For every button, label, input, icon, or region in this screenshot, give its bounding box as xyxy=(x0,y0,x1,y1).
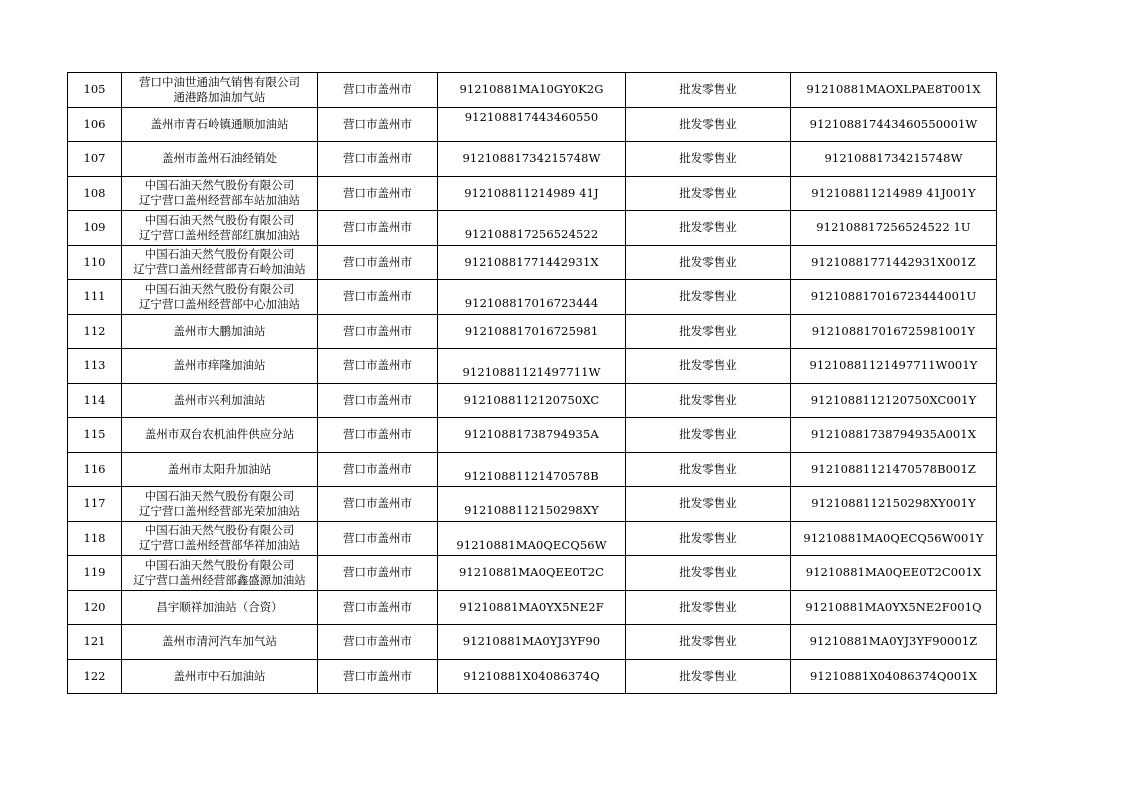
table-row xyxy=(68,211,997,246)
company-name xyxy=(122,314,318,349)
region: 营口市盖州市 xyxy=(318,521,438,556)
row-number: 112 xyxy=(68,314,122,349)
company-name-line: 盖州市双台农机油件供应分站 xyxy=(144,427,295,442)
company-name-line: 盖州市青石岭镇通顺加油站 xyxy=(150,116,289,131)
industry-type: 批发零售业 xyxy=(626,659,791,694)
region: 营口市盖州市 xyxy=(318,73,438,108)
row-number: 108 xyxy=(68,176,122,211)
table-row xyxy=(68,625,997,660)
company-name-line: 昌宇顺祥加油站（合资） xyxy=(156,599,283,614)
permit-number: 91210881MA0YJ3YF90001Z xyxy=(791,625,997,660)
company-name xyxy=(122,142,318,177)
row-number: 121 xyxy=(68,625,122,660)
company-name xyxy=(122,625,318,660)
table-row xyxy=(68,245,997,280)
company-name-line: 中国石油天然气股份有限公司 xyxy=(144,557,295,572)
company-name-line: 辽宁营口盖州经营部华祥加油站 xyxy=(139,538,300,553)
row-number: 117 xyxy=(68,487,122,522)
region: 营口市盖州市 xyxy=(318,245,438,280)
row-number: 107 xyxy=(68,142,122,177)
permit-number: 91210881MA0QEE0T2C001X xyxy=(791,556,997,591)
table-row xyxy=(68,280,997,315)
company-name xyxy=(122,280,318,315)
industry-type: 批发零售业 xyxy=(626,280,791,315)
company-name xyxy=(122,659,318,694)
region: 营口市盖州市 xyxy=(318,176,438,211)
permit-number: 912108817443460550001W xyxy=(791,107,997,142)
credit-code xyxy=(438,383,626,418)
row-number: 110 xyxy=(68,245,122,280)
table-row xyxy=(68,383,997,418)
table-row xyxy=(68,556,997,591)
permit-number: 91210881734215748W xyxy=(791,142,997,177)
region: 营口市盖州市 xyxy=(318,625,438,660)
table-row xyxy=(68,418,997,453)
table-row xyxy=(68,73,997,108)
region: 营口市盖州市 xyxy=(318,280,438,315)
credit-code-text: 91210881771442931X xyxy=(464,254,599,269)
industry-type: 批发零售业 xyxy=(626,521,791,556)
table-row xyxy=(68,590,997,625)
company-name-line: 辽宁营口盖州经营部光荣加油站 xyxy=(139,503,300,518)
industry-type: 批发零售业 xyxy=(626,176,791,211)
credit-code-text: 9121088112120750XC xyxy=(463,392,600,407)
permit-number: 9121088112120750XC001Y xyxy=(791,383,997,418)
permit-number: 912108811214989 41J001Y xyxy=(791,176,997,211)
table-row xyxy=(68,349,997,384)
credit-code-text: 91210881MA0YJ3YF90 xyxy=(462,634,601,649)
company-name xyxy=(122,452,318,487)
credit-code-text: 9121088112150298XY xyxy=(464,503,599,518)
data-table xyxy=(67,72,997,694)
permit-number: 91210881MA0YX5NE2F001Q xyxy=(791,590,997,625)
company-name-line: 中国石油天然气股份有限公司 xyxy=(144,178,295,193)
region: 营口市盖州市 xyxy=(318,556,438,591)
credit-code xyxy=(438,280,626,315)
company-name-line: 中国石油天然气股份有限公司 xyxy=(144,281,295,296)
region: 营口市盖州市 xyxy=(318,659,438,694)
company-name xyxy=(122,418,318,453)
industry-type: 批发零售业 xyxy=(626,556,791,591)
company-name xyxy=(122,556,318,591)
company-name-line: 中国石油天然气股份有限公司 xyxy=(144,247,295,262)
row-number: 106 xyxy=(68,107,122,142)
row-number: 114 xyxy=(68,383,122,418)
company-name-line: 通港路加油加气站 xyxy=(173,89,266,104)
permit-number: 912108817256524522 1U xyxy=(791,211,997,246)
company-name xyxy=(122,487,318,522)
credit-code-text: 91210881MA0YX5NE2F xyxy=(459,599,604,614)
credit-code-text: 91210881734215748W xyxy=(462,151,601,166)
industry-type: 批发零售业 xyxy=(626,625,791,660)
company-name-line: 中国石油天然气股份有限公司 xyxy=(144,523,295,538)
credit-code-text: 912108817016723444 xyxy=(464,296,599,311)
industry-type: 批发零售业 xyxy=(626,211,791,246)
permit-number: 91210881MA0QECQ56W001Y xyxy=(791,521,997,556)
credit-code xyxy=(438,142,626,177)
permit-number: 91210881MAOXLPAE8T001X xyxy=(791,73,997,108)
industry-type: 批发零售业 xyxy=(626,452,791,487)
credit-code xyxy=(438,349,626,384)
credit-code xyxy=(438,245,626,280)
industry-type: 批发零售业 xyxy=(626,590,791,625)
credit-code xyxy=(438,211,626,246)
row-number: 122 xyxy=(68,659,122,694)
company-name xyxy=(122,521,318,556)
credit-code xyxy=(438,107,626,142)
table-row xyxy=(68,314,997,349)
company-name xyxy=(122,349,318,384)
region: 营口市盖州市 xyxy=(318,314,438,349)
credit-code-text: 912108817256524522 xyxy=(464,227,599,242)
row-number: 119 xyxy=(68,556,122,591)
company-name-line: 盖州市清河汽车加气站 xyxy=(162,634,277,649)
company-name xyxy=(122,590,318,625)
table-row xyxy=(68,176,997,211)
company-name-line: 中国石油天然气股份有限公司 xyxy=(144,488,295,503)
industry-type: 批发零售业 xyxy=(626,142,791,177)
company-name-line: 辽宁营口盖州经营部鑫盛源加油站 xyxy=(133,572,306,587)
credit-code xyxy=(438,625,626,660)
company-name xyxy=(122,176,318,211)
row-number: 109 xyxy=(68,211,122,246)
permit-number: 91210881738794935A001X xyxy=(791,418,997,453)
company-name xyxy=(122,73,318,108)
industry-type: 批发零售业 xyxy=(626,73,791,108)
credit-code xyxy=(438,590,626,625)
table-row xyxy=(68,452,997,487)
company-name-line: 盖州市痒隆加油站 xyxy=(173,358,266,373)
row-number: 115 xyxy=(68,418,122,453)
row-number: 116 xyxy=(68,452,122,487)
industry-type: 批发零售业 xyxy=(626,418,791,453)
industry-type: 批发零售业 xyxy=(626,314,791,349)
row-number: 105 xyxy=(68,73,122,108)
permit-number: 912108817016723444001U xyxy=(791,280,997,315)
region: 营口市盖州市 xyxy=(318,142,438,177)
company-name xyxy=(122,211,318,246)
credit-code-text: 912108817443460550 xyxy=(464,109,599,124)
region: 营口市盖州市 xyxy=(318,487,438,522)
table-body xyxy=(68,73,997,694)
industry-type: 批发零售业 xyxy=(626,245,791,280)
credit-code-text: 91210881MA0QECQ56W xyxy=(456,537,607,552)
company-name xyxy=(122,383,318,418)
company-name-line: 辽宁营口盖州经营部青石岭加油站 xyxy=(133,262,306,277)
company-name-line: 盖州市太阳升加油站 xyxy=(167,461,272,476)
permit-number: 91210881771442931X001Z xyxy=(791,245,997,280)
company-name-line: 营口中油世通油气销售有限公司 xyxy=(139,74,300,89)
permit-number: 9121088112150298XY001Y xyxy=(791,487,997,522)
credit-code xyxy=(438,418,626,453)
table-row xyxy=(68,659,997,694)
table-row xyxy=(68,107,997,142)
credit-code xyxy=(438,659,626,694)
credit-code xyxy=(438,452,626,487)
industry-type: 批发零售业 xyxy=(626,383,791,418)
table-row xyxy=(68,142,997,177)
company-name-line: 盖州市盖州石油经销处 xyxy=(162,151,277,166)
table-row xyxy=(68,521,997,556)
company-name-line: 辽宁营口盖州经营部红旗加油站 xyxy=(139,227,300,242)
permit-number: 91210881121497711W001Y xyxy=(791,349,997,384)
credit-code xyxy=(438,487,626,522)
credit-code-text: 91210881738794935A xyxy=(464,427,599,442)
row-number: 111 xyxy=(68,280,122,315)
credit-code-text: 91210881121497711W xyxy=(462,365,601,380)
credit-code xyxy=(438,556,626,591)
credit-code-text: 91210881121470578B xyxy=(464,468,599,483)
industry-type: 批发零售业 xyxy=(626,349,791,384)
region: 营口市盖州市 xyxy=(318,590,438,625)
credit-code xyxy=(438,176,626,211)
company-name-line: 辽宁营口盖州经营部中心加油站 xyxy=(139,296,300,311)
permit-number: 91210881121470578B001Z xyxy=(791,452,997,487)
credit-code xyxy=(438,73,626,108)
permit-number: 91210881X04086374Q001X xyxy=(791,659,997,694)
permit-number: 912108817016725981001Y xyxy=(791,314,997,349)
table-row xyxy=(68,487,997,522)
region: 营口市盖州市 xyxy=(318,211,438,246)
credit-code xyxy=(438,521,626,556)
credit-code-text: 91210881MA0QEE0T2C xyxy=(458,565,605,580)
company-name-line: 中国石油天然气股份有限公司 xyxy=(144,212,295,227)
company-name-line: 盖州市大鹏加油站 xyxy=(173,323,266,338)
company-name-line: 盖州市兴利加油站 xyxy=(173,392,266,407)
company-name-line: 辽宁营口盖州经营部车站加油站 xyxy=(139,193,300,208)
company-name xyxy=(122,107,318,142)
credit-code-text: 912108817016725981 xyxy=(464,323,599,338)
region: 营口市盖州市 xyxy=(318,349,438,384)
credit-code-text: 91210881MA10GY0K2G xyxy=(459,82,604,97)
region: 营口市盖州市 xyxy=(318,452,438,487)
industry-type: 批发零售业 xyxy=(626,107,791,142)
region: 营口市盖州市 xyxy=(318,383,438,418)
row-number: 113 xyxy=(68,349,122,384)
region: 营口市盖州市 xyxy=(318,107,438,142)
company-name-line: 盖州市中石加油站 xyxy=(173,668,266,683)
row-number: 120 xyxy=(68,590,122,625)
region: 营口市盖州市 xyxy=(318,418,438,453)
credit-code xyxy=(438,314,626,349)
credit-code-text: 91210881X04086374Q xyxy=(463,668,600,683)
credit-code-text: 912108811214989 41J xyxy=(464,185,599,200)
row-number: 118 xyxy=(68,521,122,556)
company-name xyxy=(122,245,318,280)
industry-type: 批发零售业 xyxy=(626,487,791,522)
